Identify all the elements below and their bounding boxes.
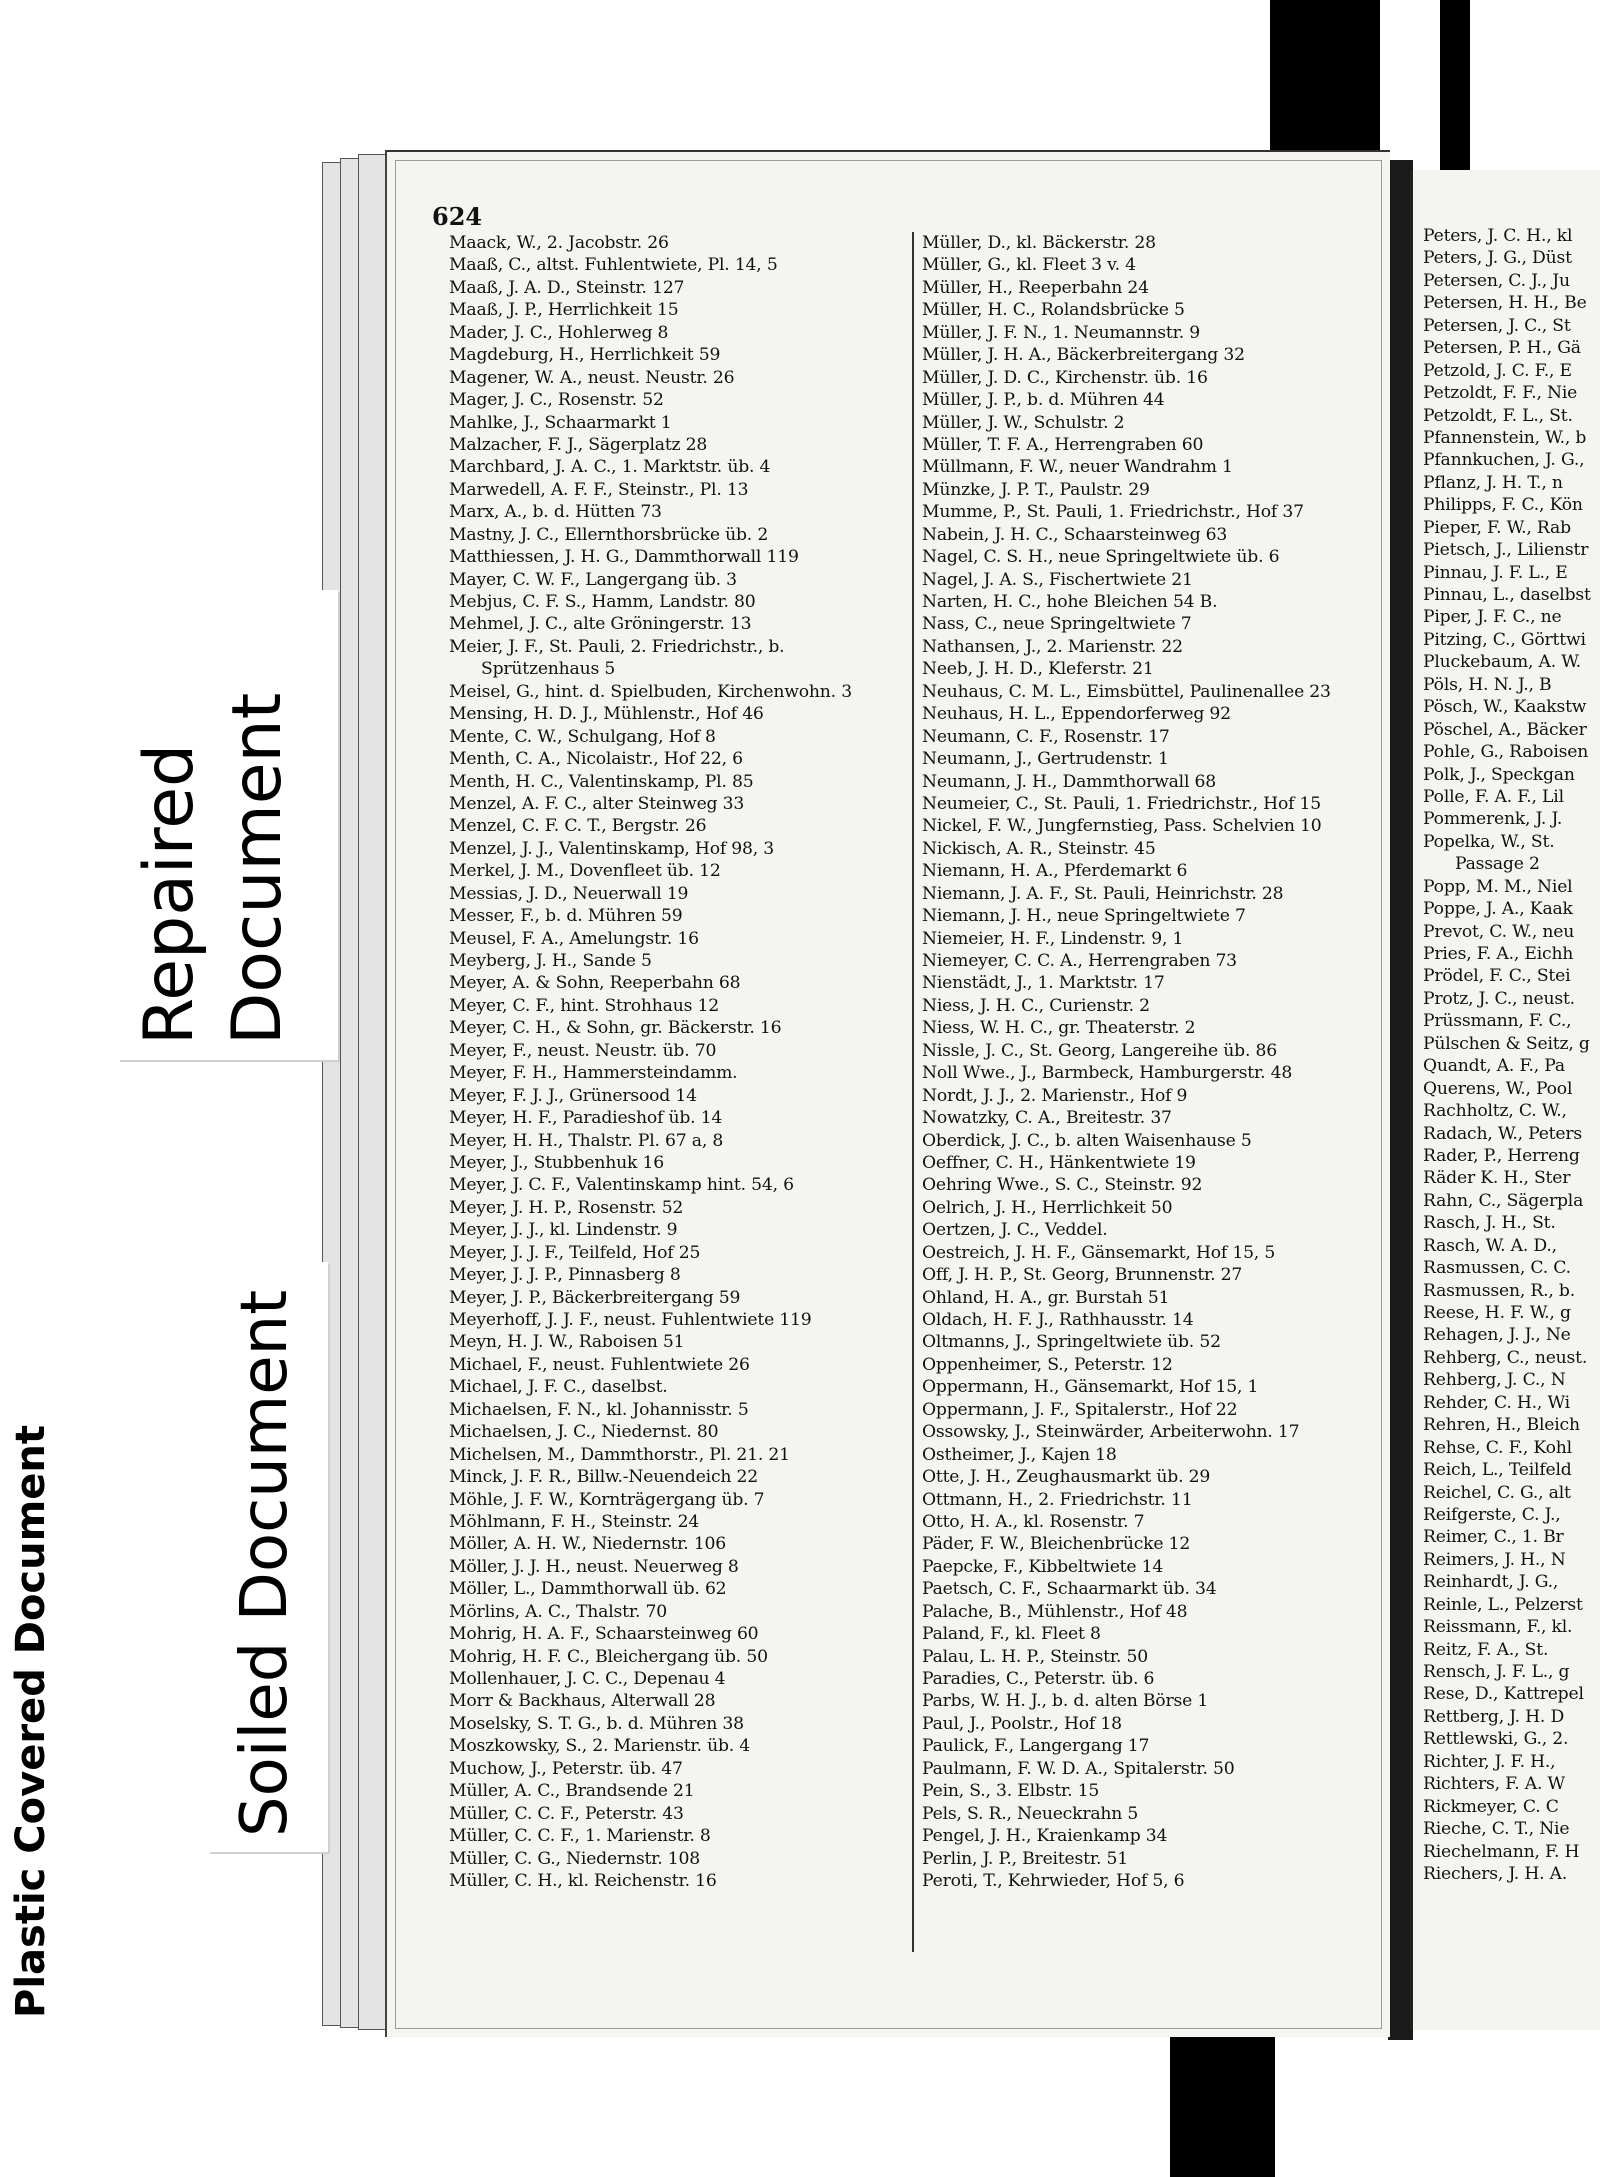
directory-entry: Reese, H. F. W., g — [1423, 1303, 1571, 1323]
directory-entry: Mager, J. C., Rosenstr. 52 — [449, 390, 664, 411]
directory-entry: Nickisch, A. R., Steinstr. 45 — [922, 838, 1156, 859]
directory-entry: Oehring Wwe., S. C., Steinstr. 92 — [922, 1175, 1203, 1196]
directory-entry: Parbs, W. H. J., b. d. alten Börse 1 — [922, 1691, 1209, 1712]
directory-entry: Meisel, G., hint. d. Spielbuden, Kirchenwohn. 3 — [449, 681, 852, 702]
directory-entry: Off, J. H. P., St. Georg, Brunnenstr. 27 — [922, 1265, 1243, 1286]
directory-entry: Müller, T. F. A., Herrengraben 60 — [922, 434, 1204, 455]
directory-entry: Marwedell, A. F. F., Steinstr., Pl. 13 — [449, 479, 749, 500]
directory-entry: Pein, S., 3. Elbstr. 15 — [922, 1781, 1100, 1802]
directory-entry: Meyer, C. F., hint. Strohhaus 12 — [449, 995, 719, 1016]
directory-entry: Petersen, P. H., Gä — [1423, 338, 1581, 359]
directory-entry: Petersen, H. H., Be — [1423, 293, 1587, 314]
directory-entry: Mahlke, J., Schaarmarkt 1 — [449, 412, 672, 433]
directory-entry: Pietsch, J., Lilienstr — [1423, 540, 1589, 561]
directory-entry: Oltmanns, J., Springeltwiete üb. 52 — [922, 1332, 1221, 1353]
directory-entry: Müller, H. C., Rolandsbrücke 5 — [922, 300, 1185, 321]
directory-entry: Rasmussen, C. C. — [1423, 1258, 1571, 1279]
directory-entry: Mörlins, A. C., Thalstr. 70 — [449, 1601, 667, 1622]
directory-entry: Nordt, J. J., 2. Marienstr., Hof 9 — [922, 1085, 1188, 1106]
directory-entry: Pöls, H. N. J., B — [1423, 674, 1552, 695]
directory-entry: Oertzen, J. C., Veddel. — [922, 1220, 1108, 1241]
directory-entry: Meyer, J. J., kl. Lindenstr. 9 — [449, 1220, 678, 1241]
left-column — [449, 232, 969, 1892]
directory-entry: Pfannkuchen, J. G., — [1423, 450, 1585, 471]
directory-entry: Palau, L. H. P., Steinstr. 50 — [922, 1646, 1148, 1667]
directory-entry: Müller, J. F. N., 1. Neumannstr. 9 — [922, 322, 1201, 343]
directory-entry: Paradies, C., Peterstr. üb. 6 — [922, 1669, 1155, 1689]
directory-entry: Oberdick, J. C., b. alten Waisenhause 5 — [922, 1130, 1252, 1151]
directory-entry: Meyberg, J. H., Sande 5 — [449, 951, 652, 971]
directory-entry: Riechers, J. H. A. — [1423, 1863, 1568, 1884]
directory-entry: Mehmel, J. C., alte Gröningerstr. 13 — [449, 614, 752, 635]
directory-entry: Ostheimer, J., Kajen 18 — [922, 1444, 1117, 1465]
directory-entry: Magener, W. A., neust. Neustr. 26 — [449, 367, 735, 388]
directory-entry: Niemann, H. A., Pferdemarkt 6 — [922, 861, 1188, 882]
directory-entry: Messias, J. D., Neuerwall 19 — [449, 883, 689, 904]
directory-entry: Nabein, J. H. C., Schaarsteinweg 63 — [922, 524, 1228, 545]
directory-entry: Reich, L., Teilfeld — [1423, 1460, 1572, 1481]
directory-entry: Peroti, T., Kehrwieder, Hof 5, 6 — [922, 1870, 1185, 1891]
directory-entry: Rasch, J. H., St. — [1423, 1213, 1556, 1234]
directory-entry: Popelka, W., St. — [1423, 831, 1555, 852]
directory-entry: Müllmann, F. W., neuer Wandrahm 1 — [922, 457, 1233, 478]
directory-entry: Reichel, C. G., alt — [1423, 1482, 1571, 1503]
directory-entry: Meyer, J. P., Bäckerbreitergang 59 — [449, 1287, 741, 1308]
column-divider — [912, 232, 914, 1952]
directory-entry: Neumann, J., Gertrudenstr. 1 — [922, 749, 1169, 770]
repaired-document-card — [118, 590, 338, 1060]
directory-entry: Meyer, J. H. P., Rosenstr. 52 — [449, 1197, 684, 1218]
directory-entry: Niess, W. H. C., gr. Theaterstr. 2 — [922, 1018, 1196, 1039]
directory-entry: Möller, L., Dammthorwall üb. 62 — [449, 1579, 727, 1600]
directory-entry: Meyer, F. H., Hammersteindamm. — [449, 1063, 738, 1084]
soiled-label: Soiled Document — [228, 1289, 302, 1837]
directory-entry: Münzke, J. P. T., Paulstr. 29 — [922, 479, 1150, 500]
directory-entry: Oppenheimer, S., Peterstr. 12 — [922, 1354, 1173, 1375]
next-page-column — [1423, 225, 1600, 1885]
directory-entry: Menzel, C. F. C. T., Bergstr. 26 — [449, 816, 707, 837]
right-column — [922, 232, 1382, 1892]
directory-entry: Reifgerste, C. J., — [1423, 1504, 1561, 1525]
directory-entry: Pommerenk, J. J. — [1423, 809, 1563, 830]
repaired-label-line1: Repaired — [130, 743, 209, 1045]
directory-entry: Mohrig, H. F. C., Bleichergang üb. 50 — [449, 1646, 768, 1667]
directory-page — [385, 150, 1390, 2037]
directory-entry: Müller, G., kl. Fleet 3 v. 4 — [922, 255, 1136, 276]
directory-entry: Protz, J. C., neust. — [1423, 988, 1575, 1009]
directory-entry: Oppermann, J. F., Spitalerstr., Hof 22 — [922, 1399, 1238, 1420]
directory-entry: Pengel, J. H., Kraienkamp 34 — [922, 1826, 1168, 1847]
directory-entry: Müller, J. D. C., Kirchenstr. üb. 16 — [922, 367, 1208, 388]
directory-entry: Oldach, H. F. J., Rathhausstr. 14 — [922, 1310, 1194, 1330]
scanner-band-bottom — [1170, 2030, 1275, 2177]
directory-entry: Mensing, H. D. J., Mühlenstr., Hof 46 — [449, 704, 764, 725]
directory-entry: Meyer, H. F., Paradieshof üb. 14 — [449, 1108, 723, 1129]
scanner-band-top — [1270, 0, 1380, 158]
soiled-document-card — [208, 1262, 328, 1852]
directory-entry: Rehren, H., Bleich — [1423, 1415, 1580, 1436]
repaired-label-line2: Document — [218, 692, 297, 1045]
directory-entry: Rese, D., Kattrepel — [1423, 1684, 1584, 1705]
directory-entry: Meyer, F., neust. Neustr. üb. 70 — [449, 1040, 717, 1061]
directory-entry: Pülschen & Seitz, g — [1423, 1033, 1590, 1054]
directory-entry: Moszkowsky, S., 2. Marienstr. üb. 4 — [449, 1736, 751, 1757]
directory-entry: Muchow, J., Peterstr. üb. 47 — [449, 1758, 683, 1779]
directory-entry: Sprützenhaus 5 — [481, 659, 616, 680]
directory-entry: Müller, J. W., Schulstr. 2 — [922, 412, 1125, 433]
directory-entry: Merkel, J. M., Dovenfleet üb. 12 — [449, 861, 721, 882]
directory-entry: Popp, M. M., Niel — [1423, 876, 1573, 897]
directory-entry: Matthiessen, J. H. G., Dammthorwall 119 — [449, 547, 799, 568]
directory-entry: Mader, J. C., Hohlerweg 8 — [449, 322, 669, 343]
directory-entry: Müller, C. H., kl. Reichenstr. 16 — [449, 1870, 717, 1891]
directory-entry: Michaelsen, J. C., Niedernst. 80 — [449, 1422, 719, 1443]
directory-entry: Ossowsky, J., Steinwärder, Arbeiterwohn. 17 — [922, 1422, 1300, 1443]
directory-entry: Rehberg, J. C., N — [1423, 1370, 1566, 1391]
directory-entry: Oppermann, H., Gänsemarkt, Hof 15, 1 — [922, 1377, 1259, 1398]
directory-entry: Pluckebaum, A. W. — [1423, 652, 1581, 673]
directory-entry: Müller, C. C. F., Peterstr. 43 — [449, 1803, 684, 1824]
directory-entry: Mumme, P., St. Pauli, 1. Friedrichstr., Hof 37 — [922, 502, 1304, 523]
directory-entry: Menth, H. C., Valentinskamp, Pl. 85 — [449, 771, 754, 792]
directory-entry: Mohrig, H. A. F., Schaarsteinweg 60 — [449, 1624, 759, 1645]
directory-entry: Neumann, C. F., Rosenstr. 17 — [922, 726, 1170, 747]
directory-entry: Reinhardt, J. G., — [1423, 1572, 1559, 1593]
directory-entry: Paulmann, F. W. D. A., Spitalerstr. 50 — [922, 1758, 1235, 1779]
directory-entry: Rahn, C., Sägerpla — [1423, 1190, 1584, 1211]
directory-entry: Pitzing, C., Görttwi — [1423, 629, 1586, 650]
directory-entry: Oeffner, C. H., Hänkentwiete 19 — [922, 1152, 1196, 1173]
directory-entry: Meyer, J., Stubbenhuk 16 — [449, 1152, 664, 1173]
directory-entry: Maaß, C., altst. Fuhlentwiete, Pl. 14, 5 — [449, 255, 778, 276]
directory-entry: Petersen, C. J., Ju — [1423, 270, 1570, 291]
directory-entry: Peters, J. C. H., kl — [1423, 226, 1573, 246]
directory-entry: Meusel, F. A., Amelungstr. 16 — [449, 928, 699, 949]
directory-entry: Müller, J. H. A., Bäckerbreitergang 32 — [922, 345, 1245, 366]
plastic-covered-label: Plastic Covered Document — [8, 1424, 54, 2018]
directory-entry: Petzold, J. C. F., E — [1423, 360, 1572, 381]
directory-entry: Pinnau, J. F. L., E — [1423, 562, 1568, 583]
directory-entry: Petzoldt, F. L., St. — [1423, 405, 1573, 426]
directory-entry: Rettberg, J. H. D — [1423, 1706, 1565, 1727]
directory-entry: Möller, J. J. H., neust. Neuerweg 8 — [449, 1556, 739, 1577]
directory-entry: Neumeier, C., St. Pauli, 1. Friedrichstr., Hof 15 — [922, 793, 1321, 814]
scanner-band-top-right — [1440, 0, 1470, 170]
directory-entry: Reimers, J. H., N — [1423, 1549, 1566, 1570]
directory-entry: Reitz, F. A., St. — [1423, 1639, 1549, 1660]
directory-entry: Prödel, F. C., Stei — [1423, 966, 1571, 987]
directory-entry: Messer, F., b. d. Mühren 59 — [449, 906, 683, 927]
directory-entry: Rehberg, C., neust. — [1423, 1347, 1588, 1368]
directory-entry: Rehder, C. H., Wi — [1423, 1392, 1570, 1413]
directory-entry: Richters, F. A. W — [1423, 1774, 1565, 1795]
directory-entry: Mente, C. W., Schulgang, Hof 8 — [449, 726, 716, 747]
directory-entry: Marchbard, J. A. C., 1. Marktstr. üb. 4 — [449, 457, 771, 478]
directory-entry: Möhlmann, F. H., Steinstr. 24 — [449, 1511, 700, 1532]
directory-entry: Rachholtz, C. W., — [1423, 1101, 1567, 1122]
directory-entry: Paepcke, F., Kibbeltwiete 14 — [922, 1556, 1164, 1577]
directory-entry: Pflanz, J. H. T., n — [1423, 472, 1563, 493]
directory-entry: Philipps, F. C., Kön — [1423, 495, 1583, 516]
directory-entry: Perlin, J. P., Breitestr. 51 — [922, 1848, 1128, 1869]
directory-entry: Meyer, C. H., & Sohn, gr. Bäckerstr. 16 — [449, 1018, 782, 1039]
directory-entry: Querens, W., Pool — [1423, 1078, 1573, 1099]
directory-entry: Prüssmann, F. C., — [1423, 1011, 1572, 1032]
directory-entry: Prevot, C. W., neu — [1423, 921, 1575, 942]
directory-entry: Nienstädt, J., 1. Marktstr. 17 — [922, 973, 1165, 994]
directory-entry: Radach, W., Peters — [1423, 1123, 1582, 1144]
directory-entry: Rensch, J. F. L., g — [1423, 1662, 1570, 1682]
directory-entry: Petersen, J. C., St — [1423, 315, 1571, 336]
directory-entry: Rehagen, J. J., Ne — [1423, 1325, 1571, 1346]
directory-entry: Peters, J. G., Düst — [1423, 248, 1572, 269]
directory-entry: Minck, J. F. R., Billw.-Neuendeich 22 — [449, 1467, 759, 1488]
directory-entry: Rieche, C. T., Nie — [1423, 1819, 1570, 1840]
directory-entry: Paland, F., kl. Fleet 8 — [922, 1624, 1101, 1645]
directory-entry: Petzoldt, F. F., Nie — [1423, 383, 1578, 404]
directory-entry: Müller, H., Reeperbahn 24 — [922, 277, 1149, 298]
directory-entry: Pösch, W., Kaakstw — [1423, 697, 1587, 718]
directory-entry: Rickmeyer, C. C — [1423, 1796, 1559, 1817]
directory-entry: Reimer, C., 1. Br — [1423, 1527, 1564, 1548]
directory-entry: Meyer, J. J. F., Teilfeld, Hof 25 — [449, 1242, 701, 1263]
directory-entry: Otto, H. A., kl. Rosenstr. 7 — [922, 1511, 1145, 1532]
directory-entry: Michelsen, M., Dammthorstr., Pl. 21. 21 — [449, 1444, 790, 1465]
directory-entry: Niemann, J. A. F., St. Pauli, Heinrichstr. 28 — [922, 883, 1284, 904]
directory-entry: Meyerhoff, J. J. F., neust. Fuhlentwiete 119 — [449, 1310, 812, 1330]
directory-entry: Pfannenstein, W., b — [1423, 427, 1587, 448]
directory-entry: Niemann, J. H., neue Springeltwiete 7 — [922, 906, 1246, 927]
directory-entry: Richter, J. F. H., — [1423, 1751, 1556, 1772]
directory-entry: Neumann, J. H., Dammthorwall 68 — [922, 771, 1217, 792]
directory-entry: Michael, J. F. C., daselbst. — [449, 1377, 668, 1398]
directory-entry: Reissmann, F., kl. — [1423, 1617, 1573, 1638]
directory-entry: Ohland, H. A., gr. Burstah 51 — [922, 1287, 1170, 1308]
directory-entry: Oestreich, J. H. F., Gänsemarkt, Hof 15, 5 — [922, 1242, 1276, 1263]
directory-entry: Neuhaus, H. L., Eppendorferweg 92 — [922, 704, 1231, 725]
directory-entry: Riechelmann, F. H — [1423, 1841, 1580, 1862]
directory-entry: Müller, C. G., Niedernstr. 108 — [449, 1848, 701, 1869]
directory-entry: Maaß, J. P., Herrlichkeit 15 — [449, 300, 679, 321]
directory-entry: Piper, J. F. C., ne — [1423, 607, 1562, 628]
directory-entry: Meier, J. F., St. Pauli, 2. Friedrichstr., b. — [449, 636, 785, 657]
directory-entry: Maack, W., 2. Jacobstr. 26 — [449, 233, 669, 253]
directory-entry: Michaelsen, F. N., kl. Johannisstr. 5 — [449, 1399, 749, 1420]
directory-entry: Passage 2 — [1455, 854, 1540, 875]
directory-entry: Pries, F. A., Eichh — [1423, 944, 1574, 964]
directory-entry: Rehse, C. F., Kohl — [1423, 1437, 1572, 1458]
directory-entry: Pieper, F. W., Rab — [1423, 517, 1571, 538]
directory-entry: Nickel, F. W., Jungfernstieg, Pass. Schelvien 10 — [922, 816, 1322, 837]
directory-entry: Meyn, H. J. W., Raboisen 51 — [449, 1332, 685, 1353]
directory-entry: Pels, S. R., Neueckrahn 5 — [922, 1803, 1139, 1824]
directory-entry: Reinle, L., Pelzerst — [1423, 1594, 1583, 1615]
directory-entry: Meyer, J. C. F., Valentinskamp hint. 54, 6 — [449, 1175, 794, 1196]
directory-entry: Otte, J. H., Zeughausmarkt üb. 29 — [922, 1467, 1211, 1488]
directory-entry: Morr & Backhaus, Alterwall 28 — [449, 1691, 716, 1712]
directory-entry: Möller, A. H. W., Niedernstr. 106 — [449, 1534, 727, 1555]
directory-entry: Meyer, A. & Sohn, Reeperbahn 68 — [449, 973, 741, 994]
directory-entry: Moselsky, S. T. G., b. d. Mühren 38 — [449, 1713, 744, 1734]
directory-entry: Rasmussen, R., b. — [1423, 1280, 1575, 1301]
directory-entry: Quandt, A. F., Pa — [1423, 1056, 1565, 1077]
directory-entry: Möhle, J. F. W., Kornträgergang üb. 7 — [449, 1489, 765, 1510]
directory-entry: Meyer, F. J. J., Grünersood 14 — [449, 1085, 697, 1106]
directory-entry: Malzacher, F. J., Sägerplatz 28 — [449, 434, 708, 455]
directory-entry: Müller, J. P., b. d. Mühren 44 — [922, 390, 1165, 411]
directory-entry: Pohle, G., Raboisen — [1423, 742, 1589, 763]
directory-entry: Rettlewski, G., 2. — [1423, 1729, 1569, 1750]
directory-entry: Müller, D., kl. Bäckerstr. 28 — [922, 233, 1156, 253]
directory-entry: Mebjus, C. F. S., Hamm, Landstr. 80 — [449, 592, 756, 612]
directory-entry: Niemeier, H. F., Lindenstr. 9, 1 — [922, 928, 1184, 949]
directory-entry: Marx, A., b. d. Hütten 73 — [449, 502, 662, 523]
directory-entry: Pinnau, L., daselbst — [1423, 585, 1591, 605]
directory-entry: Nathansen, J., 2. Marienstr. 22 — [922, 636, 1183, 657]
directory-entry: Niemeyer, C. C. A., Herrengraben 73 — [922, 951, 1237, 971]
directory-entry: Meyer, J. J. P., Pinnasberg 8 — [449, 1265, 681, 1286]
directory-entry: Oelrich, J. H., Herrlichkeit 50 — [922, 1197, 1173, 1218]
directory-entry: Palache, B., Mühlenstr., Hof 48 — [922, 1601, 1188, 1622]
directory-entry: Müller, A. C., Brandsende 21 — [449, 1781, 695, 1802]
directory-entry: Narten, H. C., hohe Bleichen 54 B. — [922, 592, 1218, 612]
directory-entry: Nass, C., neue Springeltwiete 7 — [922, 614, 1192, 635]
directory-entry: Neeb, J. H. D., Kleferstr. 21 — [922, 659, 1154, 680]
directory-entry: Nissle, J. C., St. Georg, Langereihe üb. 86 — [922, 1040, 1277, 1061]
directory-entry: Nowatzky, C. A., Breitestr. 37 — [922, 1108, 1172, 1129]
directory-entry: Nagel, C. S. H., neue Springeltwiete üb. 6 — [922, 547, 1280, 568]
directory-entry: Michael, F., neust. Fuhlentwiete 26 — [449, 1354, 750, 1375]
directory-entry: Nagel, J. A. S., Fischertwiete 21 — [922, 569, 1193, 590]
directory-entry: Niess, J. H. C., Curienstr. 2 — [922, 995, 1150, 1016]
directory-entry: Müller, C. C. F., 1. Marienstr. 8 — [449, 1826, 711, 1847]
directory-entry: Magdeburg, H., Herrlichkeit 59 — [449, 345, 721, 366]
directory-entry: Mollenhauer, J. C. C., Depenau 4 — [449, 1669, 726, 1689]
directory-entry: Paul, J., Poolstr., Hof 18 — [922, 1713, 1122, 1734]
directory-entry: Mastny, J. C., Ellernthorsbrücke üb. 2 — [449, 524, 769, 545]
directory-entry: Mayer, C. W. F., Langergang üb. 3 — [449, 569, 737, 590]
next-page — [1410, 170, 1600, 2030]
directory-entry: Paulick, F., Langergang 17 — [922, 1736, 1150, 1757]
directory-entry: Rader, P., Herreng — [1423, 1145, 1580, 1166]
directory-entry: Ottmann, H., 2. Friedrichstr. 11 — [922, 1489, 1193, 1510]
directory-entry: Rasch, W. A. D., — [1423, 1235, 1557, 1256]
directory-entry: Räder K. H., Ster — [1423, 1168, 1571, 1189]
directory-entry: Pöschel, A., Bäcker — [1423, 719, 1587, 740]
directory-entry: Polk, J., Speckgan — [1423, 764, 1575, 785]
directory-entry: Päder, F. W., Bleichenbrücke 12 — [922, 1534, 1191, 1555]
directory-entry: Maaß, J. A. D., Steinstr. 127 — [449, 277, 685, 298]
directory-entry: Neuhaus, C. M. L., Eimsbüttel, Paulinenallee 23 — [922, 681, 1331, 702]
directory-entry: Polle, F. A. F., Lil — [1423, 786, 1564, 807]
directory-entry: Paetsch, C. F., Schaarmarkt üb. 34 — [922, 1579, 1217, 1600]
directory-entry: Menzel, J. J., Valentinskamp, Hof 98, 3 — [449, 838, 775, 859]
directory-entry: Menzel, A. F. C., alter Steinweg 33 — [449, 793, 745, 814]
directory-entry: Menth, C. A., Nicolaistr., Hof 22, 6 — [449, 749, 743, 770]
directory-entry: Meyer, H. H., Thalstr. Pl. 67 a, 8 — [449, 1130, 724, 1151]
directory-entry: Noll Wwe., J., Barmbeck, Hamburgerstr. 48 — [922, 1063, 1293, 1084]
directory-entry: Poppe, J. A., Kaak — [1423, 899, 1573, 920]
page-number: 624 — [432, 202, 483, 231]
